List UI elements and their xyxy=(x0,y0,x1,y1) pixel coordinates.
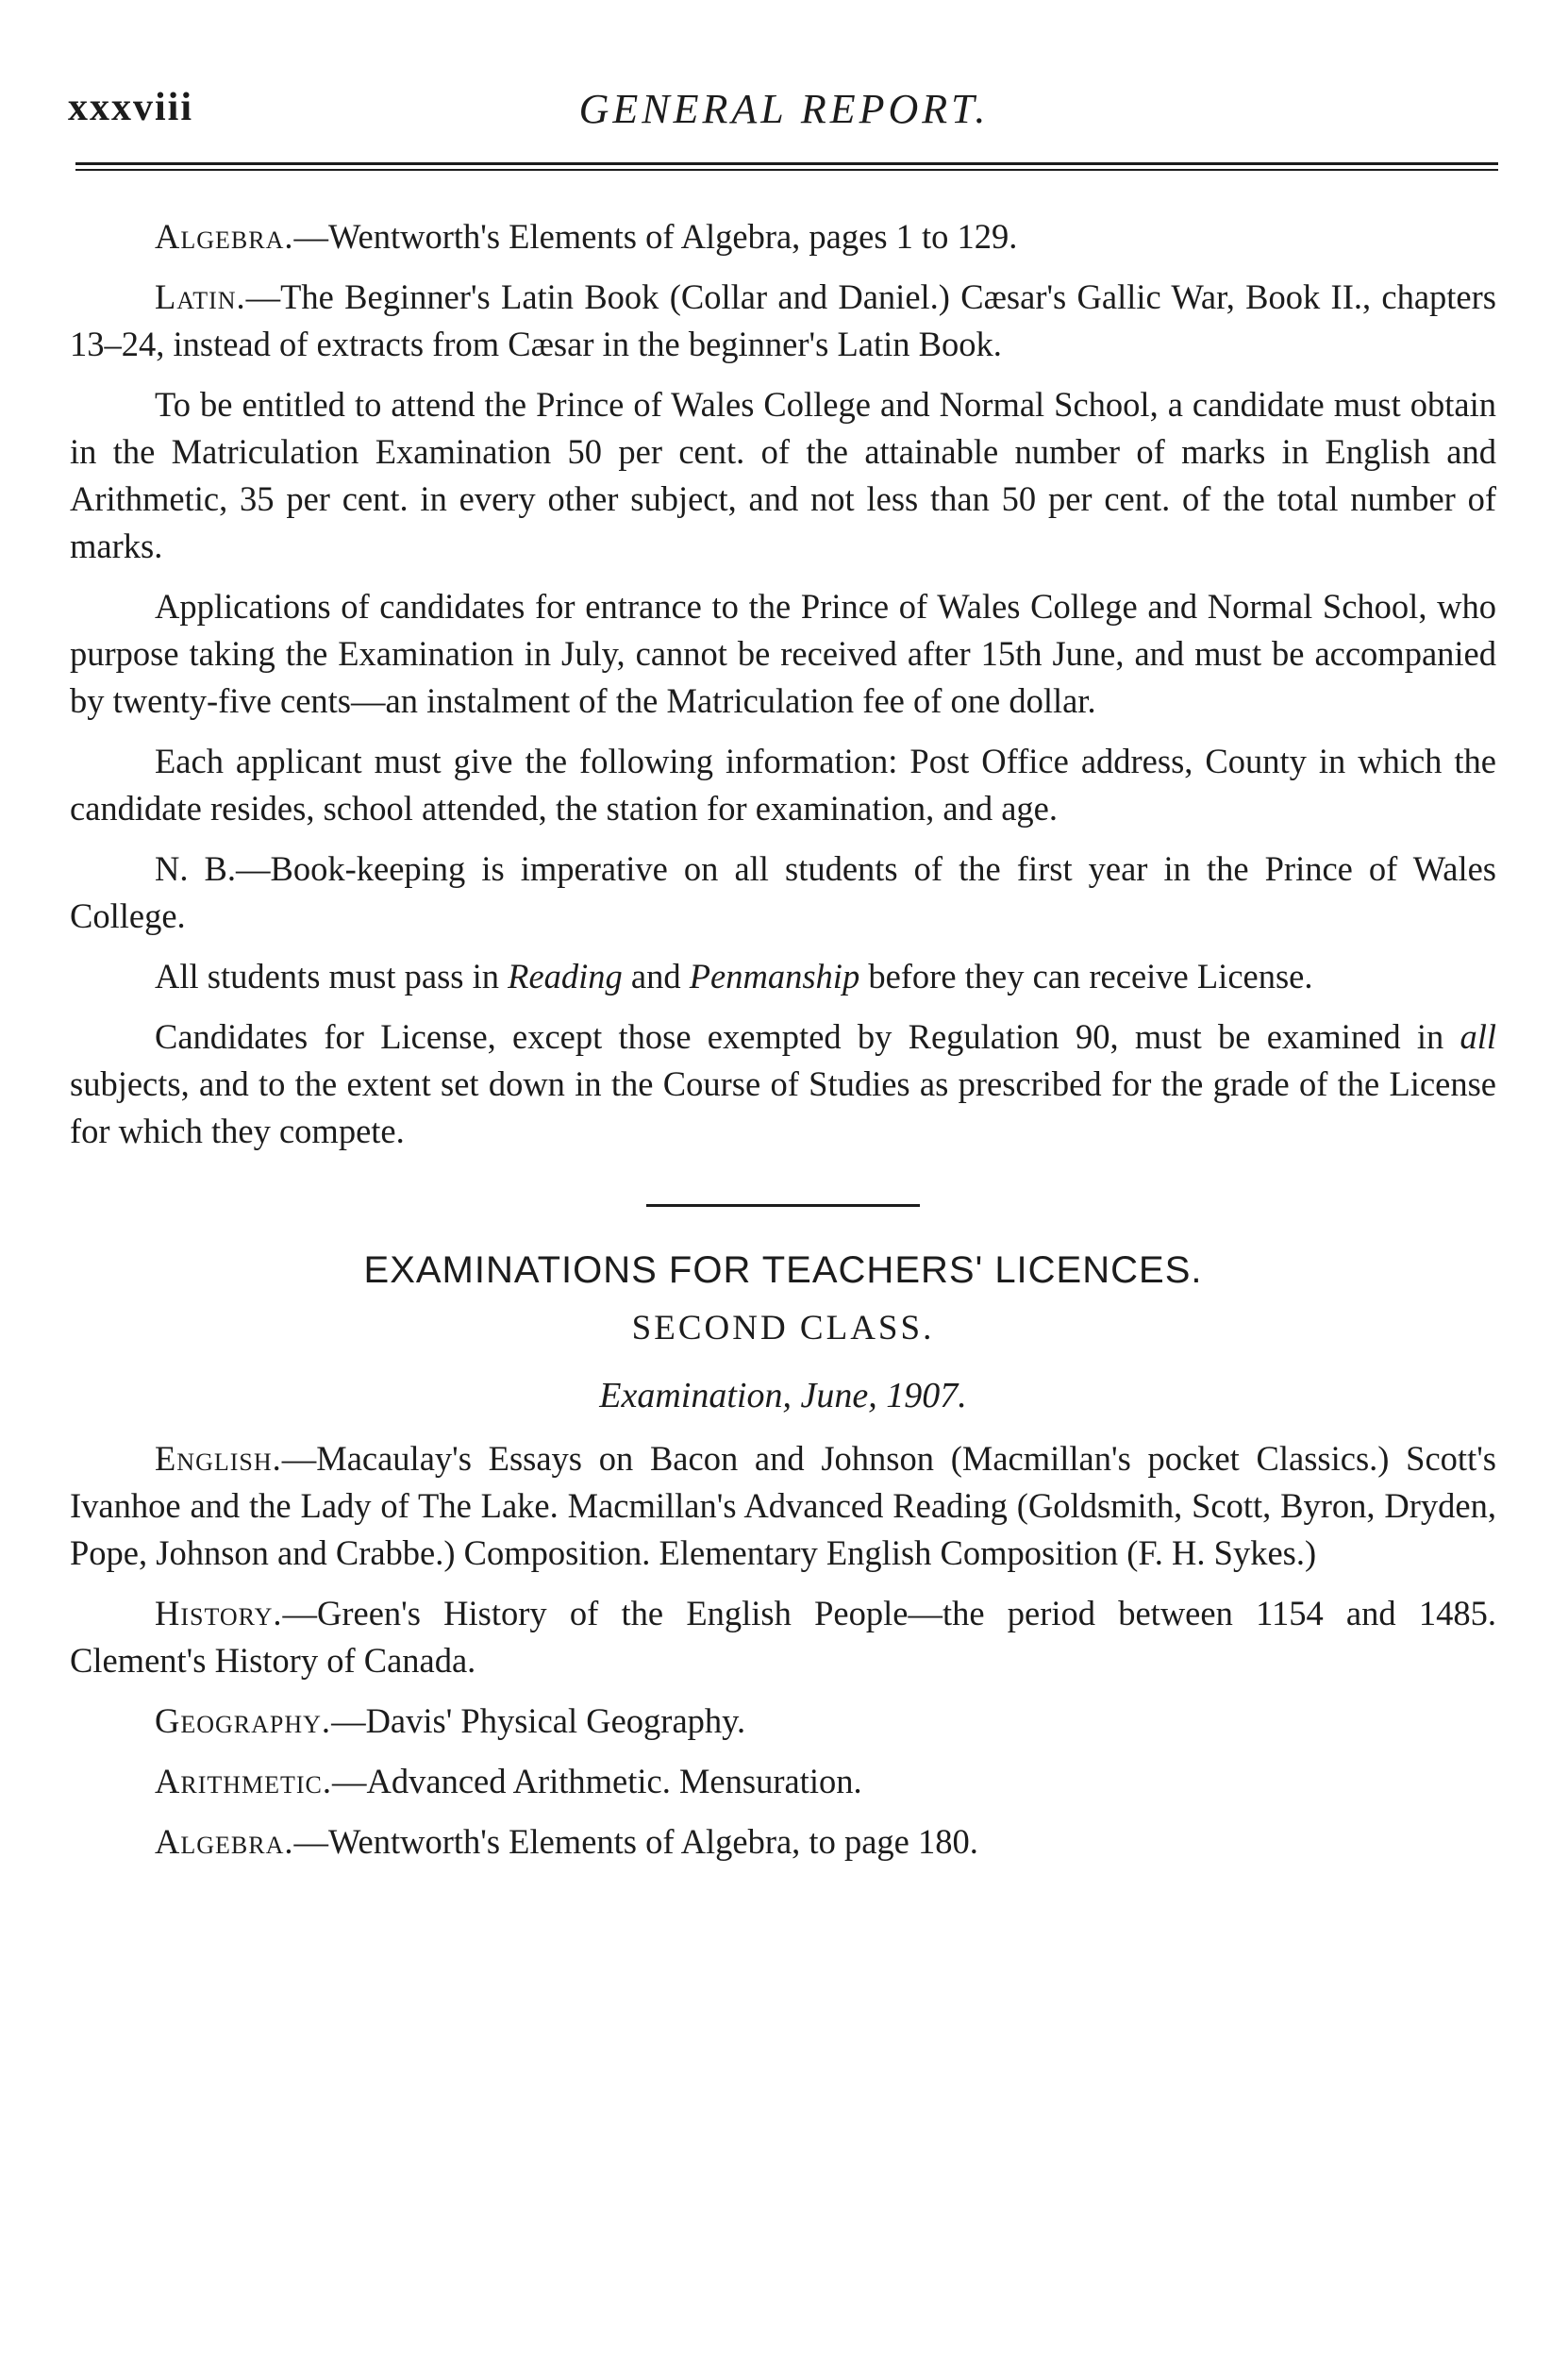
paragraph-geography xyxy=(70,1698,1496,1745)
all-students-after: before they can receive License. xyxy=(859,957,1313,996)
page-header xyxy=(68,85,1500,151)
paragraph-each-applicant: Each applicant must give the following information: Post Office address, County in which the candidate resides, school attended, the station for examination, and age. xyxy=(70,742,1496,828)
paragraph-latin xyxy=(70,274,1496,368)
candidates-before: Candidates for License, except those exempted by Regulation 90, must be examined in xyxy=(155,1017,1460,1056)
algebra-label: Algebra. xyxy=(155,217,294,256)
paragraph-nb: N. B.—Book-keeping is imperative on all students of the first year in the Prince of Wales College. xyxy=(70,849,1496,935)
geography-text: —Davis' Physical Geography. xyxy=(331,1701,746,1740)
algebra-text: —Wentworth's Elements of Algebra, pages 1 to 129. xyxy=(293,217,1018,256)
latin-label: Latin. xyxy=(155,277,246,316)
candidates-after: subjects, and to the extent set down in the Course of Studies as prescribed for the grade of the License for which they compete. xyxy=(70,1064,1496,1150)
geography-label: Geography. xyxy=(155,1701,332,1740)
paragraph-applications: Applications of candidates for entrance to the Prince of Wales College and Normal School, who purpose taking the Examination in July, cannot be received after 15th June, and must be accompanied by twenty-five cents—an instalment of the Matriculation fee of one dollar. xyxy=(70,587,1496,720)
reading-term: Reading xyxy=(508,957,623,996)
arithmetic-text: —Advanced Arithmetic. Mensuration. xyxy=(332,1762,862,1800)
section-title: EXAMINATIONS FOR TEACHERS' LICENCES. xyxy=(363,1249,1203,1291)
algebra-second-text: —Wentworth's Elements of Algebra, to page 180. xyxy=(293,1822,978,1861)
arithmetic-label: Arithmetic. xyxy=(155,1762,333,1800)
penmanship-term: Penmanship xyxy=(689,957,860,996)
paragraph-history xyxy=(70,1590,1496,1684)
english-label: English. xyxy=(155,1439,282,1478)
paragraph-arithmetic xyxy=(70,1758,1496,1805)
section-subtitle: SECOND CLASS. xyxy=(631,1309,935,1347)
paragraph-english xyxy=(70,1435,1496,1577)
paragraph-entitled: To be entitled to attend the Prince of Wales College and Normal School, a candidate must obtain in the Matriculation Examination 50 per cent. of the attainable number of marks in English and Arithmetic, 35 per cent. in every other subject, and not less than 50 per cent. of the total number of marks. xyxy=(70,385,1496,565)
paragraph-candidates xyxy=(70,1013,1496,1155)
algebra-second-label: Algebra. xyxy=(155,1822,294,1861)
all-term: all xyxy=(1460,1017,1496,1056)
paragraph-algebra-second xyxy=(70,1818,1496,1866)
latin-text: —The Beginner's Latin Book (Collar and Daniel.) Cæsar's Gallic War, Book II., chapters 13–24, instead of extracts from Cæsar in the beginner's Latin Book. xyxy=(70,277,1496,363)
header-rule xyxy=(75,162,1498,171)
all-students-and: and xyxy=(622,957,690,996)
all-students-before: All students must pass in xyxy=(155,957,509,996)
page-number: xxxviii xyxy=(68,86,194,129)
history-text: —Green's History of the English People—the period between 1154 and 1485. Clement's History of Canada. xyxy=(70,1594,1496,1680)
paragraph-algebra xyxy=(70,213,1496,260)
section-divider xyxy=(646,1204,920,1207)
section-date: Examination, June, 1907. xyxy=(599,1376,967,1415)
english-text: —Macaulay's Essays on Bacon and Johnson (Macmillan's pocket Classics.) Scott's Ivanhoe and the Lady of The Lake. Macmillan's Advanced Reading (Goldsmith, Scott, Byron, Dryden, Pope, Johnson and Crabbe.) Composition. Elementary English Composition (F. H. Sykes.) xyxy=(70,1439,1496,1572)
paragraph-all-students xyxy=(70,953,1496,1000)
page-body xyxy=(70,213,1496,1879)
running-title: GENERAL REPORT. xyxy=(578,86,990,132)
history-label: History. xyxy=(155,1594,283,1632)
